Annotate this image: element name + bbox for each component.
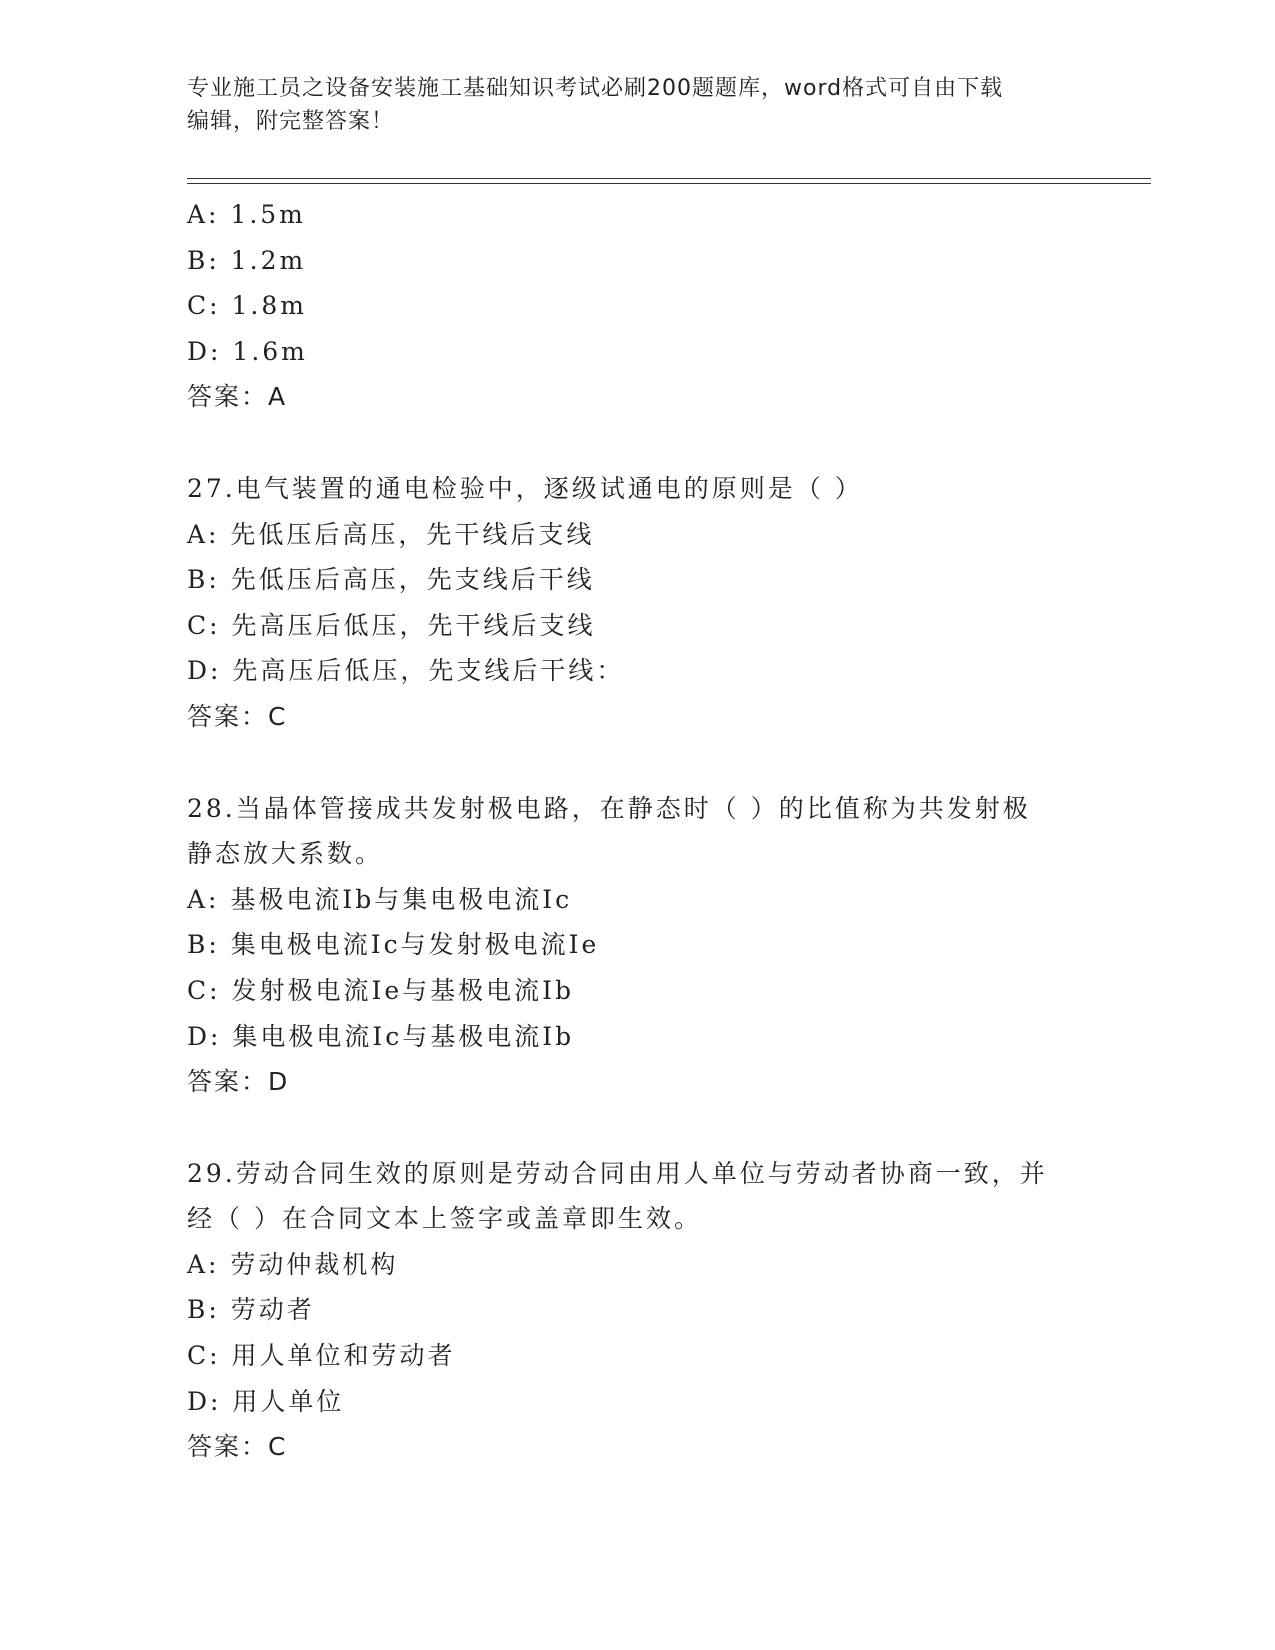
option-d: D: 用人单位 <box>187 1386 345 1416</box>
option-a: A: 1.5m <box>187 200 306 229</box>
header-rule-bottom <box>187 183 1151 184</box>
answer-line: 答案：D <box>187 1067 290 1097</box>
option-b: B: 1.2m <box>187 245 307 275</box>
option-b: B: 劳动者 <box>187 1295 315 1325</box>
option-d: D: 1.6m <box>187 336 308 366</box>
question-block-27 <box>187 466 1087 740</box>
header-line-2: 编辑，附完整答案！ <box>187 109 395 134</box>
question-text-continued: 静态放大系数。 <box>187 839 384 869</box>
header-rule-top <box>187 178 1151 179</box>
page-header <box>187 72 1067 138</box>
option-c: C: 先高压后低压，先干线后支线 <box>187 610 596 640</box>
answer-line: 答案：A <box>187 382 288 412</box>
option-a: A: 基极电流Ib与集电极电流Ic <box>187 884 573 914</box>
answer-line: 答案：C <box>187 1432 288 1462</box>
question-block-28 <box>187 786 1087 1105</box>
answer-line: 答案：C <box>187 701 288 731</box>
question-text: 27.电气装置的通电检验中，逐级试通电的原则是（ ） <box>187 473 863 503</box>
option-a: A: 先低压后高压，先干线后支线 <box>187 519 595 549</box>
option-d: D: 集电极电流Ic与基极电流Ib <box>187 1021 575 1051</box>
question-text: 28.当晶体管接成共发射极电路，在静态时（ ）的比值称为共发射极 <box>187 793 1031 823</box>
question-text: 29.劳动合同生效的原则是劳动合同由用人单位与劳动者协商一致，并 <box>187 1158 1048 1188</box>
option-a: A: 劳动仲裁机构 <box>187 1249 399 1279</box>
header-line-1: 专业施工员之设备安装施工基础知识考试必刷200题题库，word格式可自由下载 <box>187 76 1004 101</box>
question-list <box>187 192 1087 1470</box>
question-block-26 <box>187 192 1087 420</box>
option-c: C: 1.8m <box>187 291 307 321</box>
option-d: D: 先高压后低压，先支线后干线： <box>187 656 625 686</box>
question-text-continued: 经（ ）在合同文本上签字或盖章即生效。 <box>187 1204 702 1234</box>
option-c: C: 用人单位和劳动者 <box>187 1341 456 1371</box>
question-block-29 <box>187 1151 1087 1470</box>
option-c: C: 发射极电流Ie与基极电流Ib <box>187 975 575 1005</box>
option-b: B: 先低压后高压，先支线后干线 <box>187 565 595 595</box>
option-b: B: 集电极电流Ic与发射极电流Ie <box>187 930 600 960</box>
